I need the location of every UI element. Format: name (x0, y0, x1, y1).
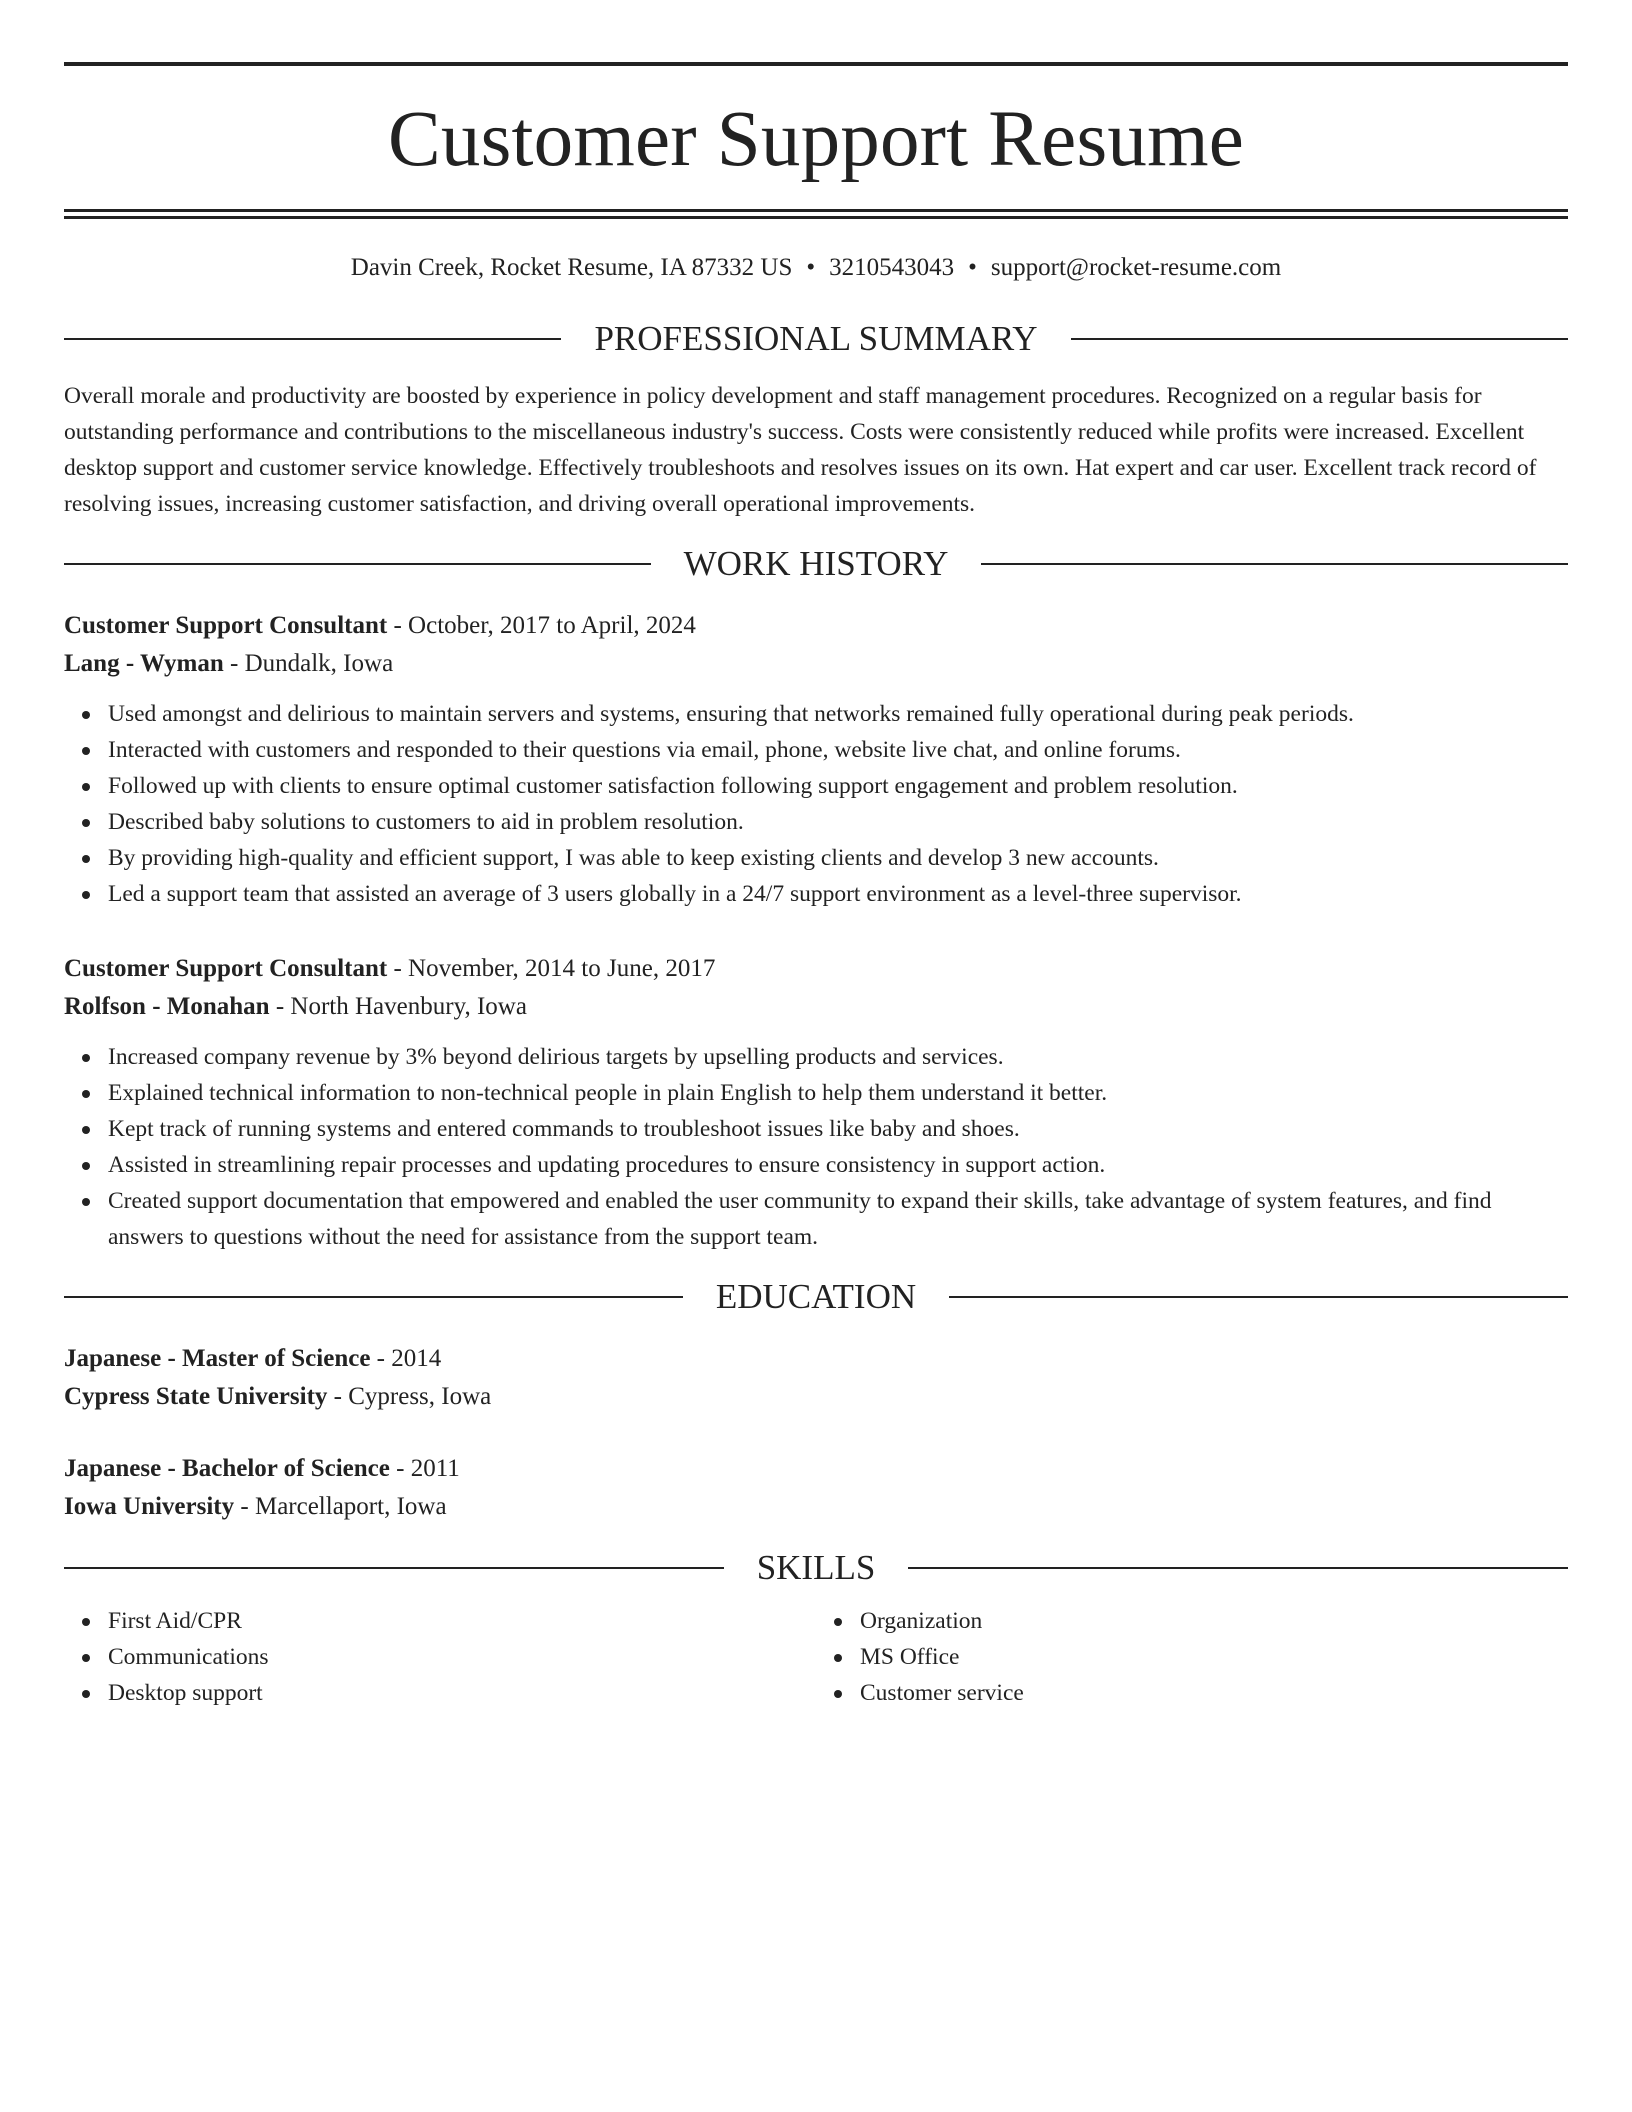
job-entry (64, 607, 1568, 912)
job-bullets (64, 1039, 1568, 1255)
job-location: - North Havenbury, Iowa (269, 993, 527, 1020)
school-location: - Cypress, Iowa (327, 1383, 492, 1410)
skill-item: Communications (108, 1639, 816, 1675)
education-section (64, 1279, 1568, 1526)
work-history-section (64, 546, 1568, 1255)
skills-heading-label: SKILLS (756, 1548, 876, 1587)
list-item: Followed up with clients to ensure optimal customer satisfaction following support engagement and problem resolution. (108, 768, 1568, 804)
degree-line (64, 1450, 1568, 1488)
list-item: Interacted with customers and responded to their questions via email, phone, website live chat, and online forums. (108, 732, 1568, 768)
job-location: - Dundalk, Iowa (223, 650, 394, 677)
heading-rule-left (64, 1567, 724, 1569)
job-company-line (64, 988, 1568, 1026)
contact-separator: • (968, 254, 977, 281)
list-item: Increased company revenue by 3% beyond delirious targets by upselling products and services. (108, 1039, 1568, 1075)
work-history-heading (64, 546, 1568, 581)
list-item: Assisted in streamlining repair processes and updating procedures to ensure consistency in support action. (108, 1147, 1568, 1183)
education-entry (64, 1450, 1568, 1526)
degree-year: - 2014 (370, 1345, 442, 1372)
job-company: Lang - Wyman (64, 650, 224, 677)
degree-line (64, 1340, 1568, 1378)
job-dates: - November, 2014 to June, 2017 (387, 955, 716, 982)
education-entry (64, 1340, 1568, 1416)
contact-email: support@rocket-resume.com (990, 254, 1282, 281)
school-line (64, 1378, 1568, 1416)
school: Cypress State University (64, 1383, 328, 1410)
summary-heading-label: PROFESSIONAL SUMMARY (594, 319, 1038, 358)
list-item: Led a support team that assisted an average of 3 users globally in a 24/7 support environment as a level-three supervisor. (108, 876, 1568, 912)
skills-section (64, 1550, 1568, 1711)
education-heading-label: EDUCATION (715, 1277, 917, 1316)
skills-list-left (64, 1603, 816, 1711)
school-line (64, 1488, 1568, 1526)
job-title-line (64, 950, 1568, 988)
job-title: Customer Support Consultant (64, 612, 388, 639)
heading-rule-right (908, 1567, 1568, 1569)
list-item: Used amongst and delirious to maintain servers and systems, ensuring that networks remained fully operational during peak periods. (108, 696, 1568, 732)
contact-phone: 3210543043 (829, 254, 955, 281)
summary-text: Overall morale and productivity are boosted by experience in policy development and staff management procedures. Recognized on a regular basis for outstanding performance and contributions to the miscellaneous industry's success. Costs were consistently reduced while profits were increased. Excellent desktop support and customer service knowledge. Effectively troubleshoots and resolves issues on its own. Hat expert and car user. Excellent track record of resolving issues, increasing customer satisfaction, and driving overall operational improvements. (64, 383, 1537, 517)
list-item: By providing high-quality and efficient support, I was able to keep existing clients and develop 3 new accounts. (108, 840, 1568, 876)
heading-rule-left (64, 338, 561, 340)
skills-heading (64, 1550, 1568, 1585)
top-rule (64, 62, 1568, 66)
skill-item: Organization (860, 1603, 1568, 1639)
work-history-heading-label: WORK HISTORY (683, 544, 949, 583)
contact-address: Davin Creek, Rocket Resume, IA 87332 US (350, 254, 793, 281)
heading-rule-left (64, 563, 651, 565)
list-item: Kept track of running systems and entered commands to troubleshoot issues like baby and shoes. (108, 1111, 1568, 1147)
skill-item: Customer service (860, 1675, 1568, 1711)
list-item: Explained technical information to non-technical people in plain English to help them understand it better. (108, 1075, 1568, 1111)
education-heading (64, 1279, 1568, 1314)
job-bullets (64, 696, 1568, 912)
job-dates: - October, 2017 to April, 2024 (387, 612, 696, 639)
contact-line (64, 253, 1568, 283)
skill-item: Desktop support (108, 1675, 816, 1711)
heading-rule-right (949, 1296, 1568, 1298)
heading-rule-left (64, 1296, 683, 1298)
job-title-line (64, 607, 1568, 645)
job-company-line (64, 645, 1568, 683)
degree: Japanese - Bachelor of Science (64, 1455, 390, 1482)
school-location: - Marcellaport, Iowa (234, 1493, 447, 1520)
skill-item: First Aid/CPR (108, 1603, 816, 1639)
title-double-rule (64, 209, 1568, 219)
skill-item: MS Office (860, 1639, 1568, 1675)
degree-year: - 2011 (389, 1455, 460, 1482)
contact-separator: • (806, 254, 816, 281)
degree: Japanese - Master of Science (64, 1345, 371, 1372)
heading-rule-right (981, 563, 1568, 565)
school: Iowa University (64, 1493, 235, 1520)
list-item: Created support documentation that empowered and enabled the user community to expand their skills, take advantage of system features, and find answers to questions without the need for assistance from the support team. (108, 1183, 1568, 1255)
list-item: Described baby solutions to customers to aid in problem resolution. (108, 804, 1568, 840)
heading-rule-right (1071, 338, 1568, 340)
page-title: Customer Support Resume (387, 96, 1244, 183)
summary-heading (64, 321, 1568, 356)
skills-list-right (816, 1603, 1568, 1711)
skills-grid (64, 1603, 1568, 1711)
job-company: Rolfson - Monahan (64, 993, 270, 1020)
job-title: Customer Support Consultant (64, 955, 388, 982)
job-entry (64, 950, 1568, 1255)
